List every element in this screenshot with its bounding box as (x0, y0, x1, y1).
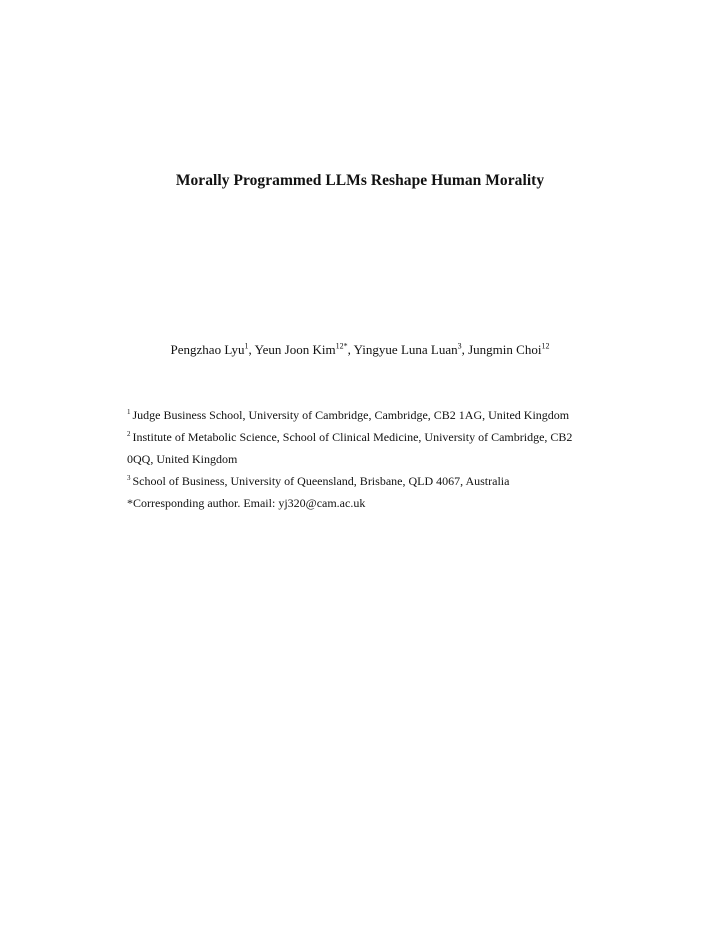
author-affiliation-marker: 12* (335, 341, 348, 351)
author-list (0, 341, 720, 359)
author-name: Jungmin Choi (468, 342, 542, 357)
affiliation-text: 0QQ, United Kingdom (127, 452, 238, 466)
affiliation-marker: 2 (127, 430, 131, 438)
affiliation-item-continuation (127, 448, 617, 470)
corresponding-author-text: *Corresponding author. Email: yj320@cam.ac.uk (127, 496, 366, 510)
author-affiliation-marker: 1 (244, 341, 249, 351)
author-affiliation-marker: 3 (457, 341, 462, 351)
author-separator: , (347, 342, 354, 357)
author-separator: , (248, 342, 255, 357)
author-separator: , (461, 342, 469, 357)
affiliation-text: School of Business, University of Queensland, Brisbane, QLD 4067, Australia (132, 474, 510, 488)
author-name: Yeun Joon Kim (254, 342, 336, 357)
paper-title: Morally Programmed LLMs Reshape Human Morality (175, 172, 545, 189)
affiliation-item (127, 404, 617, 426)
affiliation-item (127, 426, 617, 448)
author-name: Pengzhao Lyu (170, 342, 245, 357)
affiliation-text: Judge Business School, University of Cambridge, Cambridge, CB2 1AG, United Kingdom (132, 408, 570, 422)
affiliation-marker: 3 (127, 474, 131, 482)
affiliation-text: Institute of Metabolic Science, School of Clinical Medicine, University of Cambridge, CB2 (132, 430, 573, 444)
author-affiliation-marker: 12 (541, 341, 550, 351)
affiliation-marker: 1 (127, 408, 131, 416)
affiliation-list (127, 404, 617, 514)
author-name: Yingyue Luna Luan (353, 342, 458, 357)
corresponding-author-note (127, 492, 617, 514)
affiliation-item (127, 470, 617, 492)
